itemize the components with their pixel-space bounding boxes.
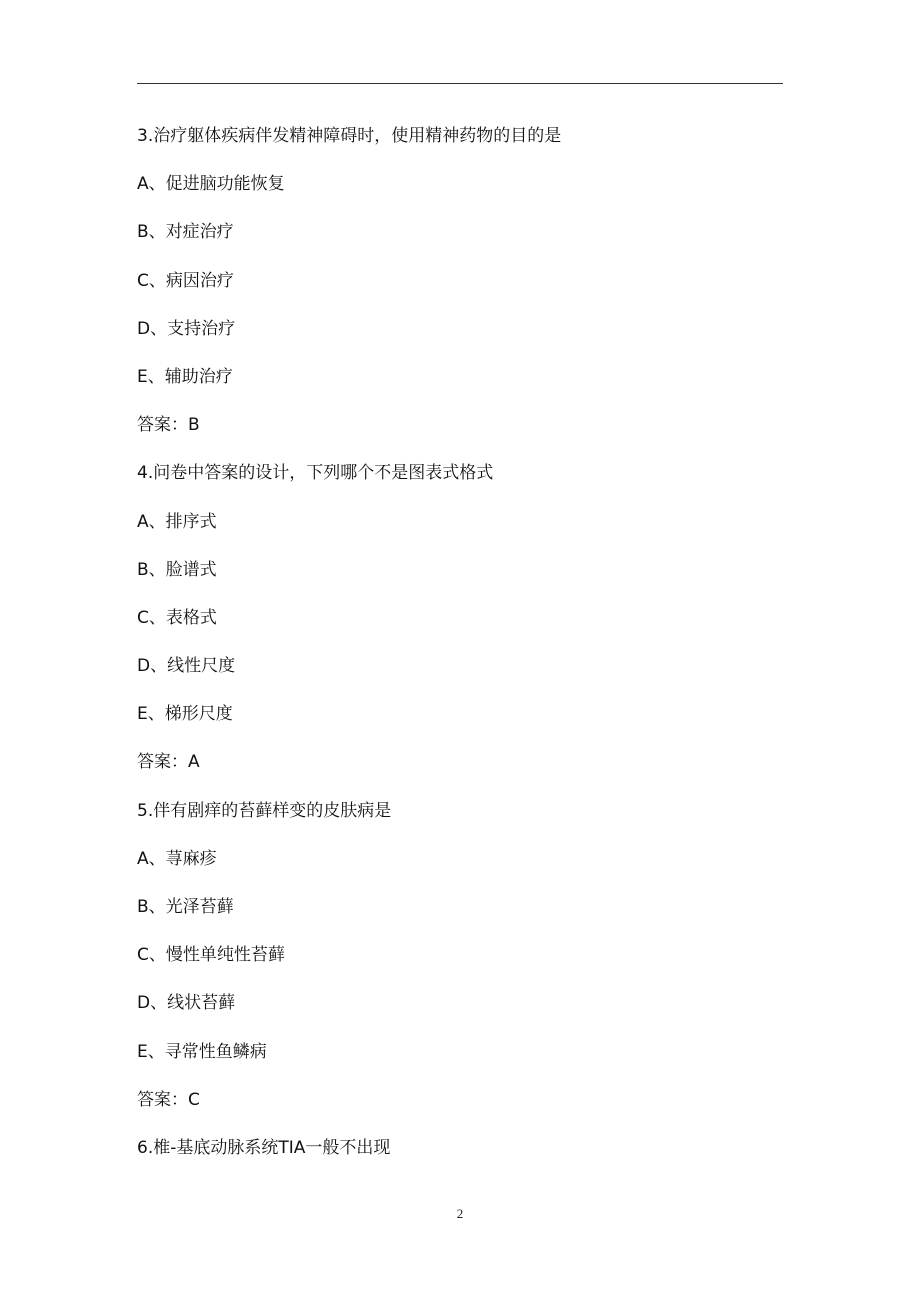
question-stem: 5.伴有剧痒的苔藓样变的皮肤病是 [137,800,392,821]
header-rule [137,83,783,84]
page-body [137,121,783,1181]
option-c: C、慢性单纯性苔藓 [137,945,285,966]
option-b: B、光泽苔藓 [137,897,234,917]
option-e: E、寻常性鱼鳞病 [137,1041,267,1062]
question-stem: 4.问卷中答案的设计，下列哪个不是图表式格式 [137,463,494,484]
question-6 [137,1133,783,1181]
option-c: C、表格式 [137,607,217,628]
answer: 答案：B [137,415,200,436]
answer: 答案：C [137,1089,200,1110]
question-5 [137,796,783,1133]
page-number: 2 [456,1206,464,1221]
option-d: D、支持治疗 [137,318,236,339]
option-e: E、辅助治疗 [137,366,233,387]
option-d: D、线状苔藓 [137,993,236,1014]
answer: 答案：A [137,752,200,773]
option-b: B、脸谱式 [137,559,217,580]
option-d: D、线性尺度 [137,656,236,677]
question-stem: 3.治疗躯体疾病伴发精神障碍时，使用精神药物的目的是 [137,126,562,146]
option-a: A、荨麻疹 [137,848,217,869]
question-4 [137,458,783,795]
option-a: A、排序式 [137,511,217,532]
question-3 [137,121,783,458]
option-b: B、对症治疗 [137,222,234,243]
question-stem: 6.椎-基底动脉系统TIA一般不出现 [137,1137,391,1158]
option-e: E、梯形尺度 [137,704,233,725]
option-c: C、病因治疗 [137,270,234,291]
option-a: A、促进脑功能恢复 [137,174,285,195]
